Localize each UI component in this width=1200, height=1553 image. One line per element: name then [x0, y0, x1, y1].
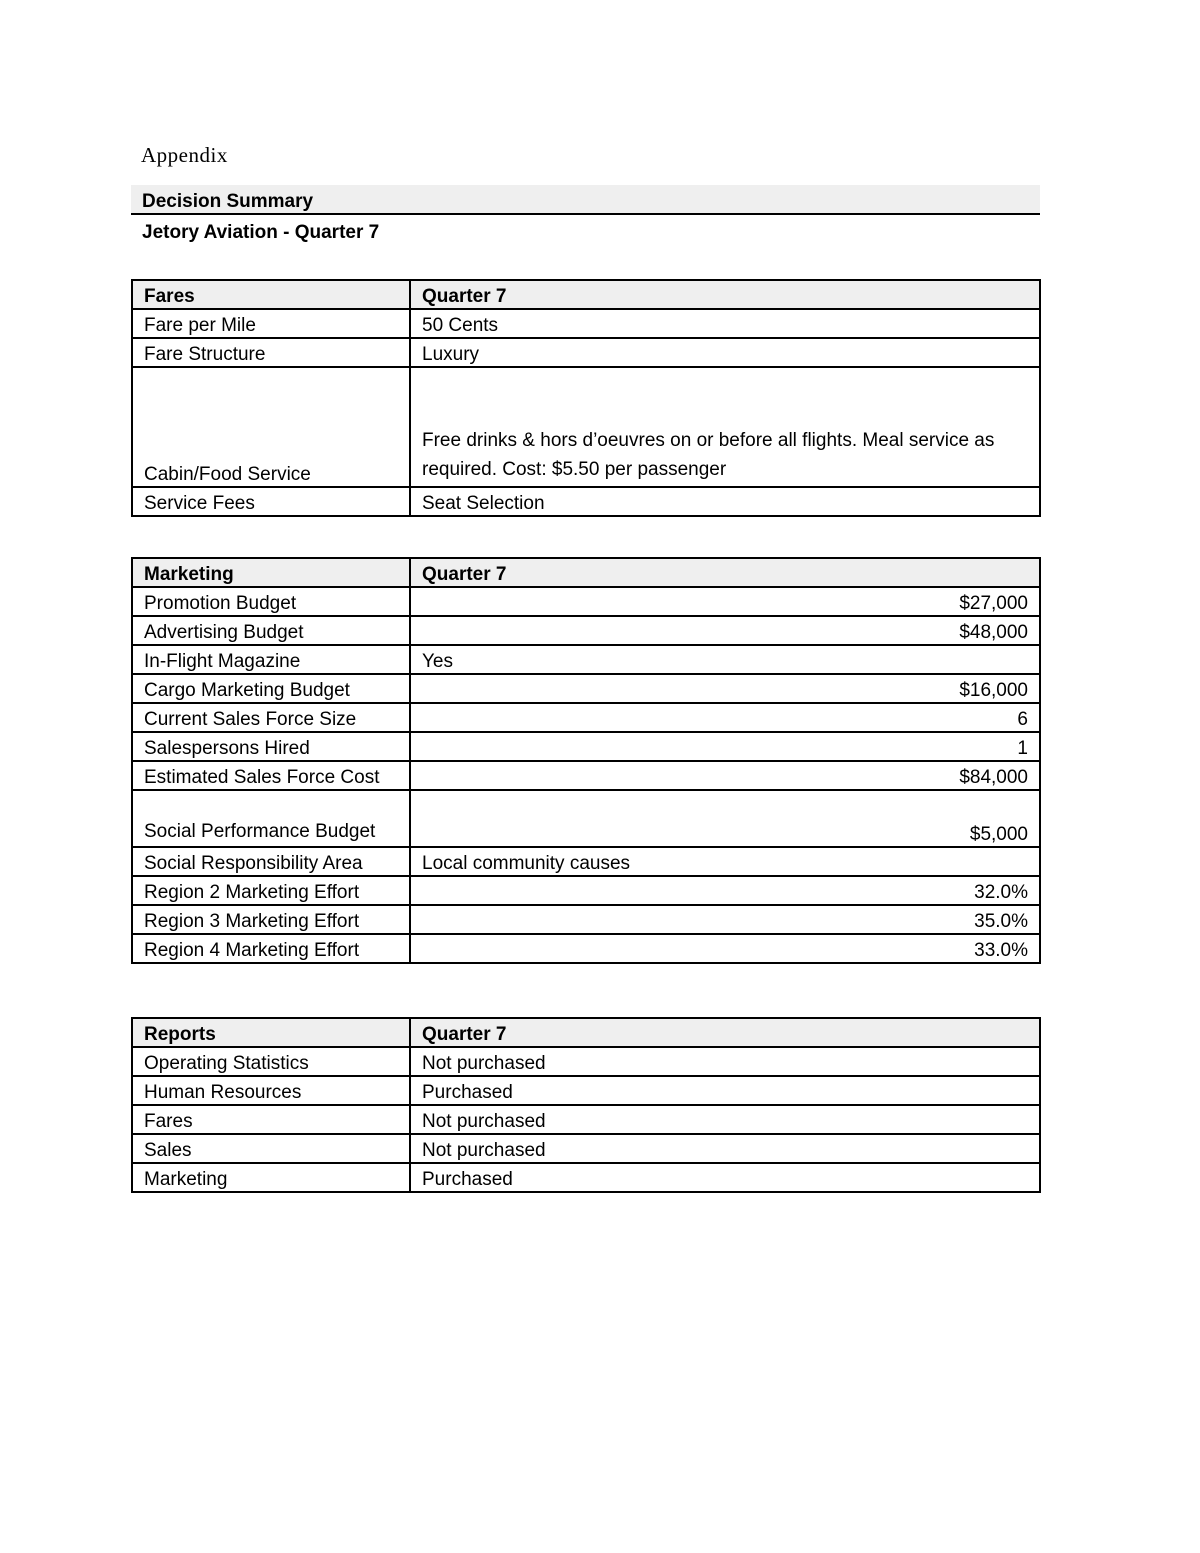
row-value: Local community causes	[410, 847, 1040, 876]
row-label: Advertising Budget	[132, 616, 410, 645]
row-label: Cargo Marketing Budget	[132, 674, 410, 703]
table-row	[132, 674, 1040, 703]
table-row	[132, 905, 1040, 934]
row-label: In-Flight Magazine	[132, 645, 410, 674]
table-row	[132, 1076, 1040, 1105]
header-cell: Reports	[132, 1018, 410, 1047]
row-label: Service Fees	[132, 487, 410, 516]
row-value: $48,000	[410, 616, 1040, 645]
table-row	[132, 338, 1040, 367]
row-value: Not purchased	[410, 1047, 1040, 1076]
marketing-table	[131, 557, 1041, 964]
row-label: Marketing	[132, 1163, 410, 1192]
appendix-title: Appendix	[141, 143, 228, 167]
row-value: 1	[410, 732, 1040, 761]
row-value: Luxury	[410, 338, 1040, 367]
row-value: Purchased	[410, 1076, 1040, 1105]
table-row	[132, 1134, 1040, 1163]
row-value: Free drinks & hors d’oeuvres on or before all flights. Meal service as required. Cost: $5.50 per passenger	[410, 367, 1040, 487]
row-value: Not purchased	[410, 1134, 1040, 1163]
row-label: Promotion Budget	[132, 587, 410, 616]
header-cell: Marketing	[132, 558, 410, 587]
row-label: Region 4 Marketing Effort	[132, 934, 410, 963]
decision-summary-heading: Decision Summary	[142, 191, 314, 212]
row-label: Region 2 Marketing Effort	[132, 876, 410, 905]
table-row	[132, 587, 1040, 616]
row-label: Fare per Mile	[132, 309, 410, 338]
row-value: $84,000	[410, 761, 1040, 790]
table-row	[132, 309, 1040, 338]
table-row	[132, 732, 1040, 761]
row-value: $27,000	[410, 587, 1040, 616]
table-row	[132, 1105, 1040, 1134]
table-header-row	[132, 280, 1040, 309]
row-label: Cabin/Food Service	[132, 367, 410, 487]
row-value: Seat Selection	[410, 487, 1040, 516]
company-quarter-subtitle: Jetory Aviation - Quarter 7	[142, 222, 380, 243]
table-row	[132, 645, 1040, 674]
row-label: Region 3 Marketing Effort	[132, 905, 410, 934]
fares-table	[131, 279, 1041, 517]
header-cell: Quarter 7	[410, 280, 1040, 309]
row-value: 33.0%	[410, 934, 1040, 963]
row-value: 6	[410, 703, 1040, 732]
header-cell: Fares	[132, 280, 410, 309]
row-label: Social Responsibility Area	[132, 847, 410, 876]
table-row	[132, 761, 1040, 790]
table-row	[132, 616, 1040, 645]
row-label: Operating Statistics	[132, 1047, 410, 1076]
row-label: Salespersons Hired	[132, 732, 410, 761]
row-value: $5,000	[410, 790, 1040, 847]
table-row	[132, 703, 1040, 732]
row-value: Yes	[410, 645, 1040, 674]
table-row	[132, 487, 1040, 516]
table-row	[132, 367, 1040, 487]
row-label: Current Sales Force Size	[132, 703, 410, 732]
table-row	[132, 876, 1040, 905]
header-cell: Quarter 7	[410, 1018, 1040, 1047]
row-value: Not purchased	[410, 1105, 1040, 1134]
table-row	[132, 1163, 1040, 1192]
row-label: Human Resources	[132, 1076, 410, 1105]
row-label: Social Performance Budget	[132, 790, 410, 847]
table-header-row	[132, 558, 1040, 587]
table-row	[132, 1047, 1040, 1076]
row-label: Estimated Sales Force Cost	[132, 761, 410, 790]
table-header-row	[132, 1018, 1040, 1047]
decision-summary-bar	[131, 185, 1040, 215]
row-value: $16,000	[410, 674, 1040, 703]
row-label: Fares	[132, 1105, 410, 1134]
table-row	[132, 790, 1040, 847]
row-value: 32.0%	[410, 876, 1040, 905]
row-value: 35.0%	[410, 905, 1040, 934]
row-label: Sales	[132, 1134, 410, 1163]
row-value: 50 Cents	[410, 309, 1040, 338]
header-cell: Quarter 7	[410, 558, 1040, 587]
row-label: Fare Structure	[132, 338, 410, 367]
table-row	[132, 847, 1040, 876]
table-row	[132, 934, 1040, 963]
row-value: Purchased	[410, 1163, 1040, 1192]
reports-table	[131, 1017, 1041, 1193]
